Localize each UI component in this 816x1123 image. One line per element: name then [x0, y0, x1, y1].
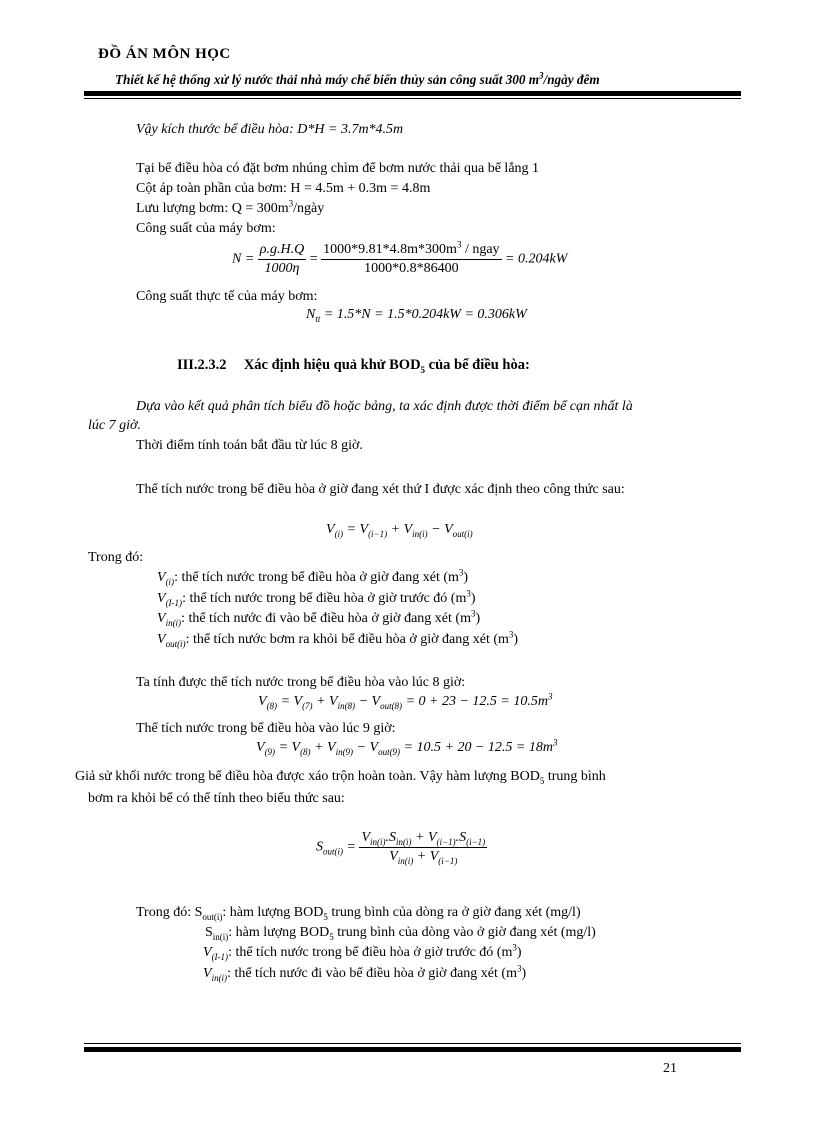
eqS-n3s: (i−1): [436, 836, 456, 847]
section-number: III.2.3.2: [177, 357, 227, 373]
eqNtt-lhs: N: [306, 307, 316, 322]
def-4-end: ): [513, 632, 519, 647]
power-label: Công suất của máy bơm:: [136, 221, 276, 236]
def-4-sup: 3: [508, 629, 514, 640]
defs3-1-end: ): [516, 945, 522, 960]
equation-real-power: [306, 307, 527, 323]
eqN-result: = 0.204kW: [505, 251, 568, 267]
dimension-line: Vậy kích thước bể điều hòa: D*H = 3.7m*4.5m: [136, 122, 404, 137]
defs2-1-bsub: 5: [323, 911, 328, 922]
eqS-fraction: [359, 830, 487, 865]
eqv9-a: V: [256, 740, 265, 755]
eqV-plus: + V: [387, 522, 413, 537]
real-power-label: Công suất thực tế của máy bơm:: [136, 289, 318, 304]
eqV-s2: (i−1): [368, 528, 388, 539]
def-2-end: ): [470, 591, 476, 606]
def-3-text: : thể tích nước đi vào bể điều hòa ở giờ đang xét (m: [181, 611, 471, 626]
header-course: ĐỒ ÁN MÔN HỌC: [98, 46, 231, 62]
def-3-sym: V: [157, 611, 166, 626]
page-number: 21: [663, 1061, 677, 1076]
eqN-num1: ρ.g.H.Q: [258, 242, 306, 260]
eqv9-s4: out(9): [378, 746, 401, 757]
eqv8-s3: in(8): [337, 700, 356, 711]
volume-line: Thể tích nước trong bể điều hòa ở giờ đang xét thứ I được xác định theo công thức sau:: [136, 482, 625, 497]
def-2-text: : thể tích nước trong bể điều hòa ở giờ trước đó (m: [182, 591, 467, 606]
eqv9-s2: (8): [300, 746, 311, 757]
mix-line-2: bơm ra khỏi bể có thể tính theo biểu thức sau:: [88, 791, 345, 806]
section-title-pre: Xác định hiệu quả khử BOD: [243, 357, 421, 373]
eqS-n4: .S: [455, 830, 467, 845]
eqv8-a: V: [258, 694, 267, 709]
defs2-2-text: : hàm lượng BOD: [228, 925, 330, 940]
eqv8-s2: (7): [302, 700, 313, 711]
def-1-sup: 3: [458, 567, 464, 578]
header-subtitle-sup: 3: [539, 70, 544, 81]
def-4-sub: out(i): [165, 638, 186, 649]
def-4: [157, 631, 518, 649]
v8-label: Ta tính được thể tích nước trong bể điều hòa vào lúc 8 giờ:: [136, 675, 466, 690]
v9-label: Thể tích nước trong bể điều hòa vào lúc 9 giờ:: [136, 721, 396, 736]
eqv9-e: = 10.5 + 20 − 12.5 = 18m: [400, 740, 553, 755]
def-1-text: : thể tích nước trong bể điều hòa ở giờ đang xét (m: [174, 570, 459, 585]
eqS-d2s: (i−1): [438, 855, 458, 866]
def-3-end: ): [475, 611, 481, 626]
flow-pre: Lưu lượng bơm: Q = 300m: [136, 201, 289, 216]
equation-power: [232, 239, 568, 277]
eqV-eq: = V: [343, 522, 369, 537]
defs2-2-sub: in(i): [212, 931, 229, 942]
eqS-n2: .S: [385, 830, 397, 845]
defs3-2-end: ): [521, 966, 527, 981]
analysis-line-2: lúc 7 giờ.: [88, 418, 141, 433]
section-title-post: của bể điều hòa:: [425, 357, 530, 373]
defs2-row-1: [136, 904, 581, 922]
def-2-sup: 3: [466, 588, 471, 599]
eqS-n4s: (i−1): [466, 836, 486, 847]
defs3-1-sup: 3: [512, 942, 517, 953]
defs3-row-2: [203, 965, 526, 983]
eqN-eq: =: [309, 251, 318, 267]
eqNtt-rhs: = 1.5*N = 1.5*0.204kW = 0.306kW: [320, 307, 527, 322]
def-2-sub: (I-1): [165, 597, 183, 608]
def-3-sup: 3: [470, 608, 476, 619]
eqV-s1: (i): [334, 528, 344, 539]
defs3-2-sym: V: [203, 966, 212, 981]
defs2-2-end: trung bình của dòng vào ở giờ đang xét (mg/l): [333, 925, 596, 940]
section-title-sub: 5: [420, 364, 426, 375]
eqv8-b: = V: [277, 694, 303, 709]
where-label: Trong đó:: [88, 550, 144, 565]
flow-sup: 3: [288, 198, 294, 209]
eqv9-s1: (9): [264, 746, 276, 757]
section-heading: [177, 357, 530, 374]
eqN-lhs: N =: [232, 251, 255, 267]
analysis-line-1: Dựa vào kết quả phân tích biểu đồ hoặc bảng, ta xác định được thời điểm bể cạn nhất là: [136, 399, 633, 414]
def-1-end: ): [463, 570, 469, 585]
defs3-row-1: [203, 944, 522, 962]
eqN-num2-main: 1000*9.81*4.8m*300m: [323, 242, 457, 257]
start-line: Thời điểm tính toán bắt đầu từ lúc 8 giờ.: [136, 438, 363, 453]
defs2-row-2: [205, 924, 596, 942]
defs2-1-sym: S: [194, 905, 203, 920]
defs3-2-sub: in(i): [211, 972, 228, 983]
eqNtt-sub: tt: [315, 313, 321, 324]
eqS-n2s: in(i): [396, 836, 412, 847]
equation-v8: [258, 691, 553, 711]
eqv8-s4: out(8): [380, 700, 403, 711]
equation-bod-out: [316, 830, 487, 865]
defs2-1-sub: out(i): [202, 911, 223, 922]
eqS-den: [387, 848, 459, 865]
eqS-num: [359, 830, 487, 848]
eqv9-c: + V: [310, 740, 336, 755]
eqv8-sup: 3: [547, 691, 553, 702]
mix-pre: Giả sử khối nước trong bể điều hòa được xáo trộn hoàn toàn. Vậy hàm lượng BOD: [75, 769, 540, 784]
defs3-1-sym: V: [203, 945, 212, 960]
flow-post: /ngày: [293, 201, 325, 216]
def-2: [157, 590, 476, 608]
def-1-sub: (i): [165, 576, 175, 587]
header-rule-thin: [84, 98, 741, 99]
eqN-num2-post: / ngay: [461, 242, 500, 257]
eqN-den1: 1000η: [264, 261, 300, 276]
header-subtitle: [115, 72, 600, 88]
defs2-2-sym: S: [205, 925, 213, 940]
eqS-n1s: in(i): [370, 836, 386, 847]
mix-sub: 5: [539, 775, 545, 786]
eqS-lhs: S: [316, 839, 323, 855]
eqS-d1s: in(i): [397, 855, 414, 866]
mix-line-1: [75, 768, 606, 786]
eqv8-d: − V: [355, 694, 381, 709]
eqN-num2-sup: 3: [456, 239, 462, 250]
eqS-n1: V: [361, 830, 371, 845]
eqV-minus: − V: [427, 522, 453, 537]
def-2-sym: V: [157, 591, 166, 606]
header-subtitle-post: /ngày đêm: [543, 72, 600, 87]
eqS-d2: + V: [413, 849, 439, 864]
eqN-num2: [321, 239, 501, 260]
eqv9-b: = V: [275, 740, 301, 755]
eqv9-d: − V: [353, 740, 379, 755]
pump-line: Tại bể điều hòa có đặt bơm nhúng chìm để bơm nước thải qua bể lắng 1: [136, 161, 540, 176]
equation-v9: [256, 737, 558, 757]
eqS-n3: + V: [411, 830, 437, 845]
eqN-fraction-2: [321, 239, 501, 277]
eqV-v: V: [326, 522, 335, 537]
eqv9-s3: in(9): [335, 746, 354, 757]
eqv8-e: = 0 + 23 − 12.5 = 10.5m: [402, 694, 548, 709]
flow-line: [136, 200, 324, 218]
footer-rule-thick: [84, 1047, 741, 1052]
eqS-lhs-sub: out(i): [323, 846, 343, 857]
defs2-label: Trong đó:: [136, 905, 192, 920]
def-4-sym: V: [157, 632, 166, 647]
defs2-1-text: : hàm lượng BOD: [222, 905, 324, 920]
def-3: [157, 610, 480, 628]
def-1: [157, 569, 468, 587]
eqS-eq: =: [343, 839, 356, 855]
eqv8-s1: (8): [266, 700, 278, 711]
defs2-1-end: trung bình của dòng ra ở giờ đang xét (mg/l): [327, 905, 581, 920]
defs3-2-sup: 3: [516, 963, 522, 974]
defs3-2-text: : thể tích nước đi vào bể điều hòa ở giờ đang xét (m: [227, 966, 517, 981]
eqV-s4: out(i): [452, 528, 473, 539]
header-rule-thick: [84, 91, 741, 96]
header-subtitle-pre: Thiết kế hệ thống xử lý nước thải nhà máy chế biến thủy sản công suất 300 m: [115, 72, 540, 87]
mix-post: trung bình: [544, 769, 606, 784]
def-3-sub: in(i): [165, 617, 182, 628]
eqN-fraction-1: [258, 242, 306, 277]
defs3-1-sub: (I-1): [211, 951, 229, 962]
eqN-den2: 1000*0.8*86400: [364, 261, 459, 276]
eqv9-sup: 3: [552, 737, 558, 748]
def-4-text: : thể tích nước bơm ra khỏi bể điều hòa ở giờ đang xét (m: [185, 632, 509, 647]
defs2-2-bsub: 5: [329, 931, 334, 942]
eqS-d1: V: [389, 849, 398, 864]
footer-rule-thin: [84, 1043, 741, 1044]
eqv8-c: + V: [312, 694, 338, 709]
defs3-1-text: : thể tích nước trong bể điều hòa ở giờ trước đó (m: [228, 945, 513, 960]
equation-volume: [326, 522, 473, 538]
def-1-sym: V: [157, 570, 166, 585]
eqV-s3: in(i): [412, 528, 428, 539]
head-line: Cột áp toàn phần của bơm: H = 4.5m + 0.3m = 4.8m: [136, 181, 431, 196]
